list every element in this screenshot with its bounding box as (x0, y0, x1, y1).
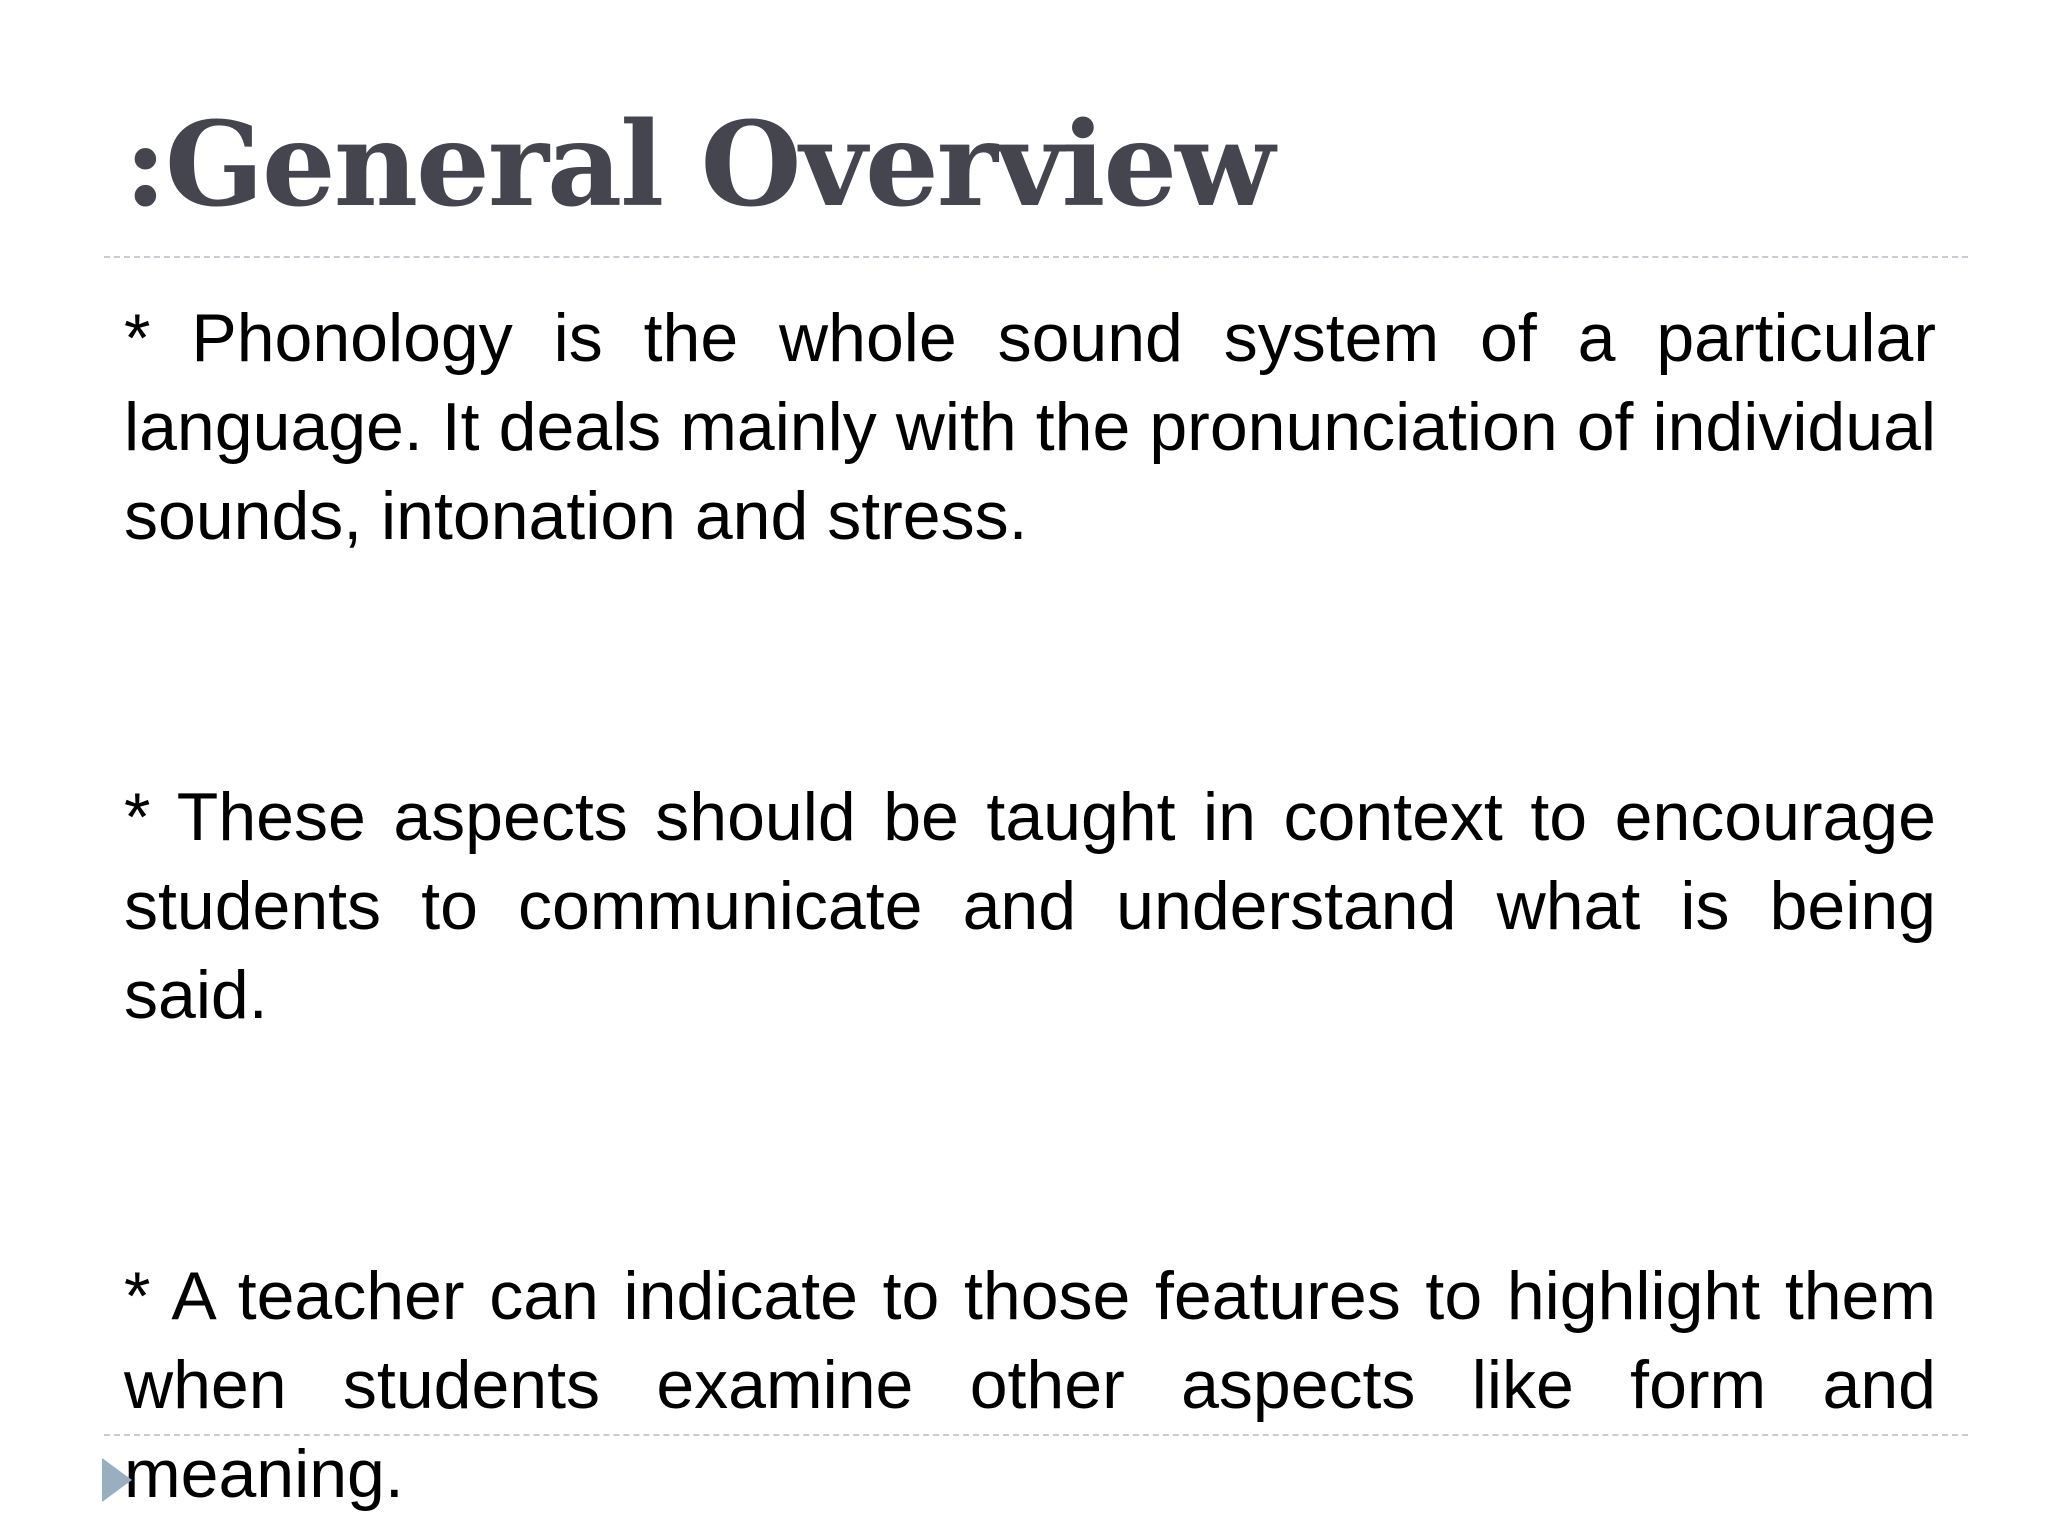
footer-divider (104, 1434, 1968, 1436)
paragraph-context: * These aspects should be taught in context to encourage students to communicate and understand what is being said. (124, 779, 1936, 1033)
triangle-right-icon (102, 1458, 132, 1502)
paragraph-teacher: * A teacher can indicate to those features to highlight them when students examine other aspects like form and meaning. (124, 1258, 1936, 1512)
title-divider (104, 256, 1968, 258)
slide-title: :General Overview (124, 97, 1274, 233)
paragraph-phonology: * Phonology is the whole sound system of a particular language. It deals mainly with the pronunciation of individual sounds, intonation and stress. (124, 300, 1936, 554)
slide-body (124, 294, 1936, 1519)
